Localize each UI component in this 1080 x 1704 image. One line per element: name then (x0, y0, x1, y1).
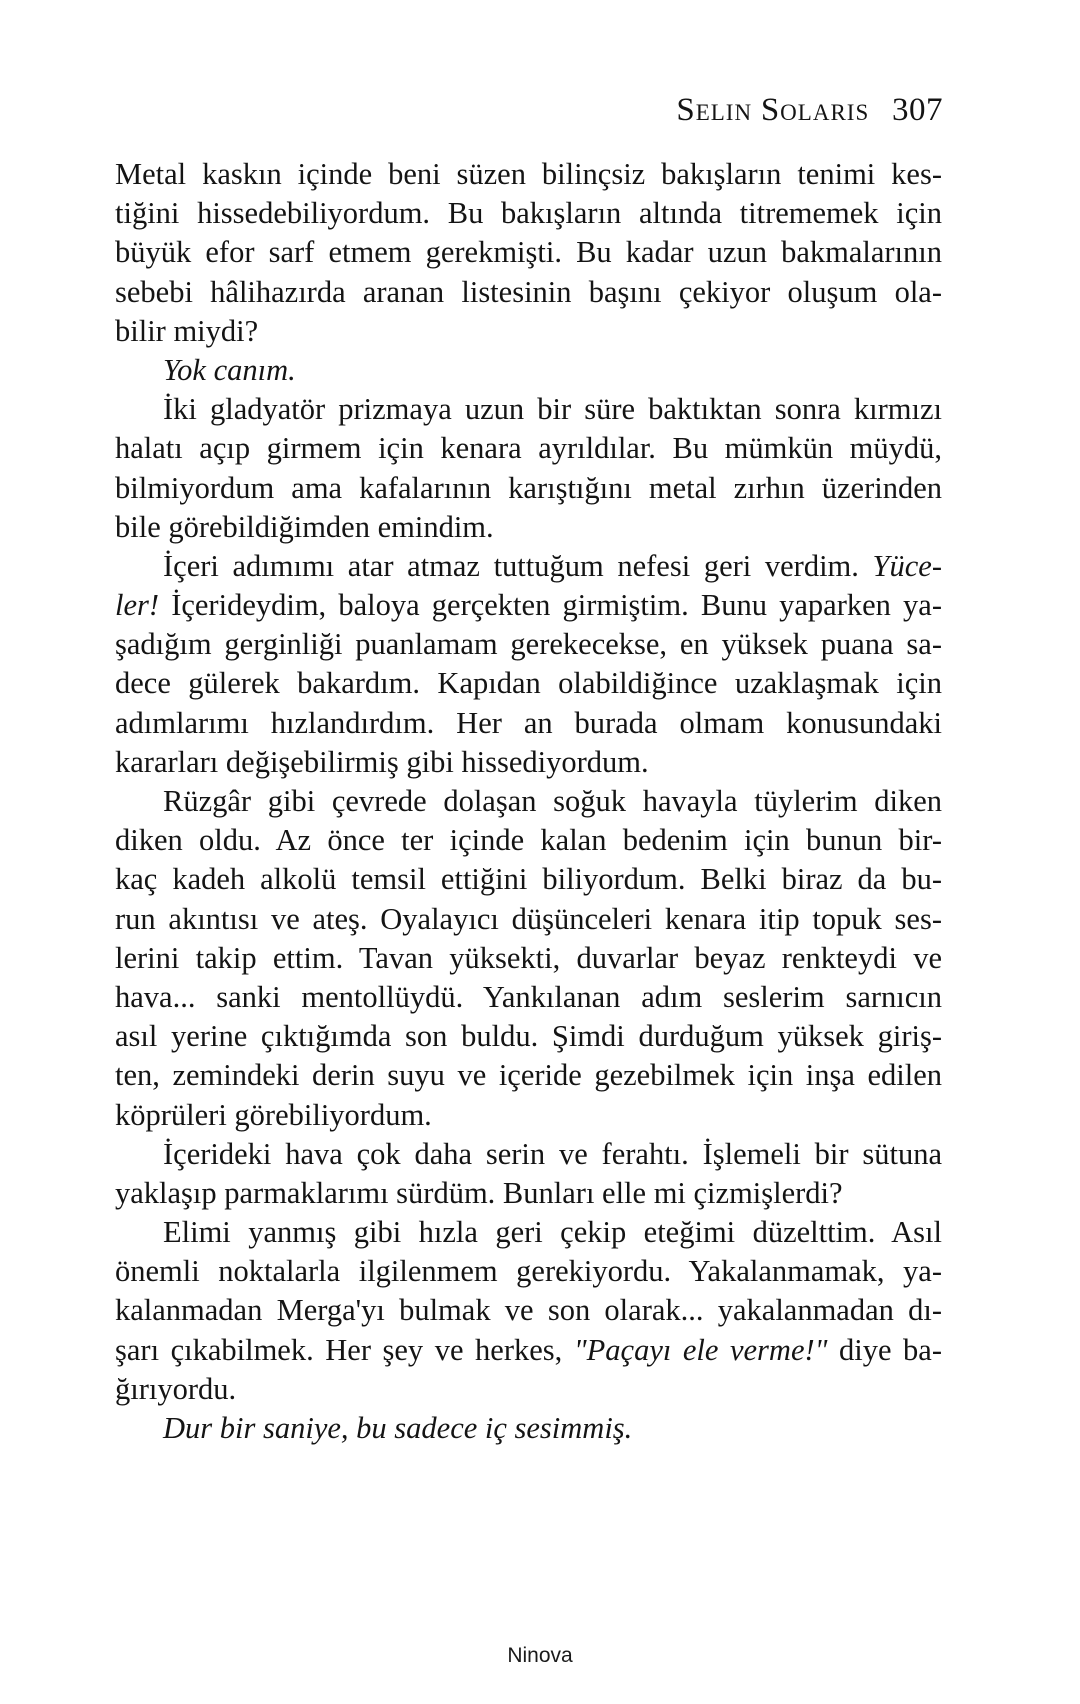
text-line: asıl yerine çıktığımda son buldu. Şimdi durduğum yüksek giriş- (115, 1019, 942, 1054)
text-line: Dur bir saniye, bu sadece iç sesimmiş. (163, 1411, 633, 1445)
text-line: dece gülerek bakardım. Kapıdan olabildiğince uzaklaşmak için (115, 666, 942, 701)
page-number: 307 (892, 92, 943, 128)
header-author-first: Selin (676, 92, 753, 128)
text-line: İçeri adımımı atar atmaz tuttuğum nefesi geri verdim. Yüce- (163, 548, 942, 583)
text-line: halatı açıp girmem için kenara ayrıldılar. Bu mümkün müydü, (115, 431, 942, 466)
text-line: run akıntısı ve ateş. Oyalayıcı düşünceleri kenara itip topuk ses- (115, 901, 942, 936)
text-line: Rüzgâr gibi çevrede dolaşan soğuk havayla tüylerim diken (163, 784, 942, 818)
text-line: büyük efor sarf etmem gerekmişti. Bu kadar uzun bakmalarının (115, 235, 942, 270)
text-line: diken oldu. Az önce ter içinde kalan bedenim için bunun bir- (115, 823, 942, 858)
text-line: Yok canım. (163, 352, 296, 387)
text-line: Elimi yanmış gibi hızla geri çekip eteğimi düzelttim. Asıl (163, 1215, 942, 1250)
text-line: köprüleri görebiliyordum. (115, 1097, 432, 1132)
text-line: şarı çıkabilmek. Her şey ve herkes, "Paçayı ele verme!" diye ba- (115, 1332, 942, 1367)
text-line: tiğini hissedebiliyordum. Bu bakışların altında titrememek için (115, 196, 942, 231)
text-line: İki gladyatör prizmaya uzun bir süre baktıktan sonra kırmızı (163, 392, 942, 427)
text-line: önemli noktalarla ilgilenmem gerekiyordu. Yakalanmamak, ya- (115, 1254, 942, 1289)
text-line: bile görebildiğimden emindim. (115, 509, 494, 544)
text-line: İçerideki hava çok daha serin ve ferahtı. İşlemeli bir sütuna (163, 1136, 942, 1171)
text-line: hava... sanki mentollüydü. Yankılanan adım seslerim sarnıcın (115, 979, 942, 1014)
text-line: yaklaşıp parmaklarımı sürdüm. Bunları elle mi çizmişlerdi? (115, 1175, 843, 1210)
text-line: Metal kaskın içinde beni süzen bilinçsiz bakışların tenimi kes- (115, 157, 942, 191)
publisher-footer: Ninova (507, 1644, 573, 1667)
text-line: kaç kadeh alkolü temsil ettiğini biliyordum. Belki biraz da bu- (115, 862, 942, 897)
running-header (676, 92, 943, 129)
text-line: ten, zemindeki derin suyu ve içeride gezebilmek için inşa edilen (115, 1058, 942, 1093)
text-line: sebebi hâlihazırda aranan listesinin başını çekiyor oluşum ola- (115, 274, 942, 309)
body-text (115, 155, 942, 1448)
text-line: bilmiyordum ama kafalarının karıştığını metal zırhın üzerinden (115, 470, 942, 505)
text-line: ğırıyordu. (115, 1371, 237, 1406)
text-line: ler! İçerideydim, baloya gerçekten girmiştim. Bunu yaparken ya- (115, 588, 942, 623)
text-line: bilir miydi? (115, 313, 259, 348)
text-line: kalanmadan Merga'yı bulmak ve son olarak... yakalanmadan dı- (115, 1293, 942, 1328)
text-line: şadığım gerginliği puanlamam gerekecekse, en yüksek puana sa- (115, 627, 942, 662)
header-author-last: Solaris (760, 92, 870, 128)
text-line: adımlarımı hızlandırdım. Her an burada olmam konusundaki (115, 705, 942, 740)
text-line: lerini takip ettim. Tavan yüksekti, duvarlar beyaz renkteydi ve (115, 940, 942, 975)
text-line: kararları değişebilirmiş gibi hissediyordum. (115, 744, 649, 779)
